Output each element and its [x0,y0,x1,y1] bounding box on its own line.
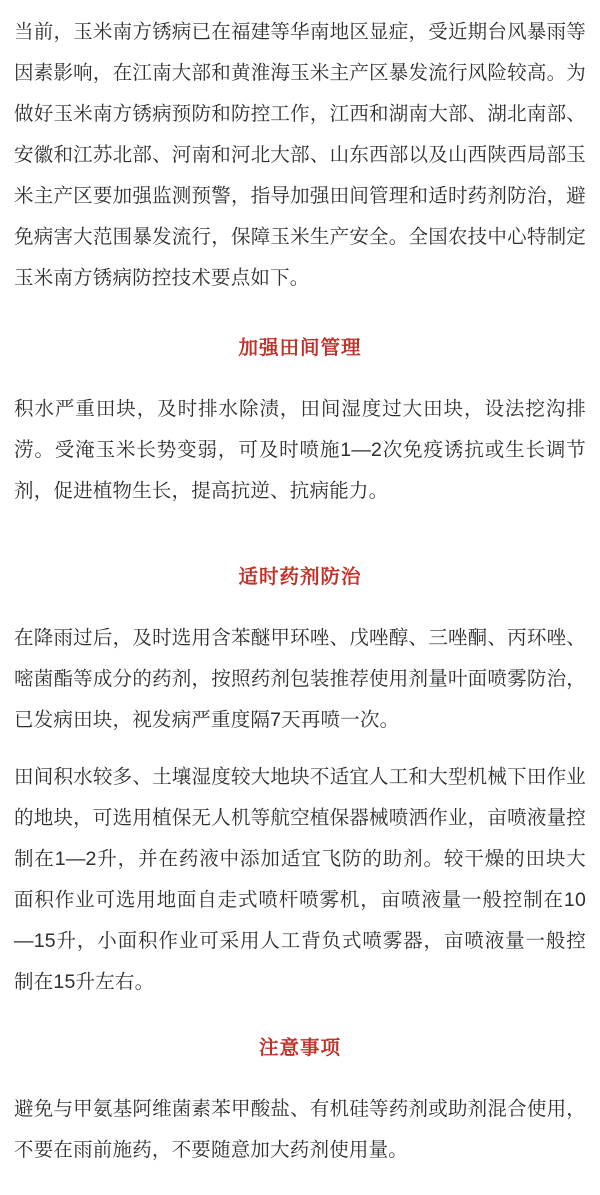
section-field-management [14,333,586,512]
intro-paragraph: 当前，玉米南方锈病已在福建等华南地区显症，受近期台风暴雨等因素影响，在江南大部和黄淮海玉米主产区暴发流行风险较高。为做好玉米南方锈病预防和防控工作，江西和湖南大部、湖北南部、安徽和江苏北部、河南和河北大部、山东西部以及山西陕西局部玉米主产区要加强监测预警，指导加强田间管理和适时药剂防治，避免病害大范围暴发流行，保障玉米生产安全。全国农技中心特制定玉米南方锈病防控技术要点如下。 [14,21,586,289]
section-notes [14,1033,586,1171]
section-heading-field-management: 加强田间管理 [238,337,362,359]
section-heading-notes: 注意事项 [258,1037,341,1059]
section-heading-chemical-control: 适时药剂防治 [238,566,362,588]
spacer [14,518,586,528]
spacer [14,747,586,757]
section-paragraph: 田间积水较多、土壤湿度较大地块不适宜人工和大型机械下田作业的地块，可选用植保无人机等航空植保器械喷洒作业，亩喷液量控制在1—2升，并在药液中添加适宜飞防的助剂。较干燥的田块大面积作业可选用地面自走式喷杆喷雾机，亩喷液量一般控制在10—15升，小面积作业可采用人工背负式喷雾器，亩喷液量一般控制在15升左右。 [14,766,586,993]
section-paragraph: 积水严重田块，及时排水除渍，田间湿度过大田块，设法挖沟排涝。受淹玉米长势变弱，可及时喷施1—2次免疫诱抗或生长调节剂，促进植物生长，提高抗逆、抗病能力。 [14,398,586,502]
section-paragraph: 避免与甲氨基阿维菌素苯甲酸盐、有机硅等药剂或助剂混合使用，不要在雨前施药，不要随意加大药剂使用量。 [14,1098,586,1161]
section-paragraph: 在降雨过后，及时选用含苯醚甲环唑、戊唑醇、三唑酮、丙环唑、嘧菌酯等成分的药剂，按照药剂包装推荐使用剂量叶面喷雾防治，已发病田块，视发病严重度隔7天再喷一次。 [14,627,586,731]
section-chemical-control [14,562,586,1003]
